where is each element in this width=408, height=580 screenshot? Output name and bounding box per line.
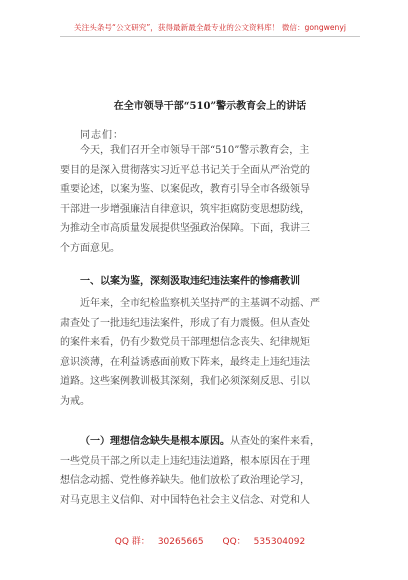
paragraph-line: 今天，我们召开全市领导干部“510”警示教育会，主	[80, 145, 310, 156]
paragraph-line: 一些党员干部之所以走上违纪违法道路，根本原因在于理	[60, 455, 310, 467]
qq-contact	[219, 537, 310, 547]
paragraph-line: 意识淡薄，在利益诱惑面前败下阵来，最终走上违纪违法	[60, 356, 310, 368]
qq-label: QQ：	[222, 537, 246, 547]
section-heading: 一、以案为鉴，深刻汲取违纪违法案件的惨痛教训	[80, 276, 300, 287]
paragraph-line: 近年来，全市纪检监察机关坚持严的主基调不动摇、严	[80, 298, 320, 309]
paragraph-line: 的案件来看，仍有少数党员干部理想信念丧失、纪律规矩	[60, 337, 310, 348]
paragraph-line: 为推动全市高质量发展提供坚强政治保障。下面，我讲三	[60, 223, 310, 234]
paragraph-line: 想信念动摇、党性修养缺失。他们放松了政治理论学习，	[60, 475, 310, 486]
qq-group-number: 30265665	[157, 537, 204, 547]
paragraph-line: 道路。这些案例教训极其深刻，我们必须深刻反思、引以	[60, 376, 310, 387]
subsection-first-line	[60, 432, 360, 452]
paragraph-line: 对马克思主义信仰、对中国特色社会主义信念、对党和人	[60, 494, 310, 506]
subsection-paragraph	[60, 432, 360, 510]
qq-number: 535304092	[253, 537, 306, 547]
paragraph-line: 肃查处了一批违纪违法案件，形成了有力震慑。但从查处	[60, 317, 310, 329]
qq-group-label: QQ 群：	[114, 537, 150, 547]
intro-paragraph	[60, 141, 360, 258]
paragraph-line: 个方面意见。	[60, 242, 120, 254]
subsection-heading: （一）理想信念缺失是根本原因。	[80, 436, 230, 447]
qq-group-contact	[111, 537, 208, 547]
header-divider	[60, 36, 360, 37]
document-title: 在全市领导干部“510”警示教育会上的讲话	[113, 101, 307, 112]
paragraph-line: 重要论述，以案为鉴、以案促改，教育引导全市各级领导	[60, 184, 310, 195]
salutation: 同志们：	[80, 130, 124, 141]
header-banner: 关注头条号“公文研究”，获得最新最全最专业的公文资料库！ 微信：gongwenyj	[74, 23, 346, 32]
paragraph-line: 干部进一步增强廉洁自律意识，筑牢拒腐防变思想防线，	[60, 203, 310, 215]
paragraph-line: 为戒。	[60, 395, 90, 407]
subsection-first-line-tail: 从查处的案件来看，	[230, 436, 320, 447]
paragraph-line: 要目的是深入贯彻落实习近平总书记关于全面从严治党的	[60, 164, 310, 176]
footer-contact	[60, 534, 360, 547]
section-paragraph	[60, 294, 360, 411]
